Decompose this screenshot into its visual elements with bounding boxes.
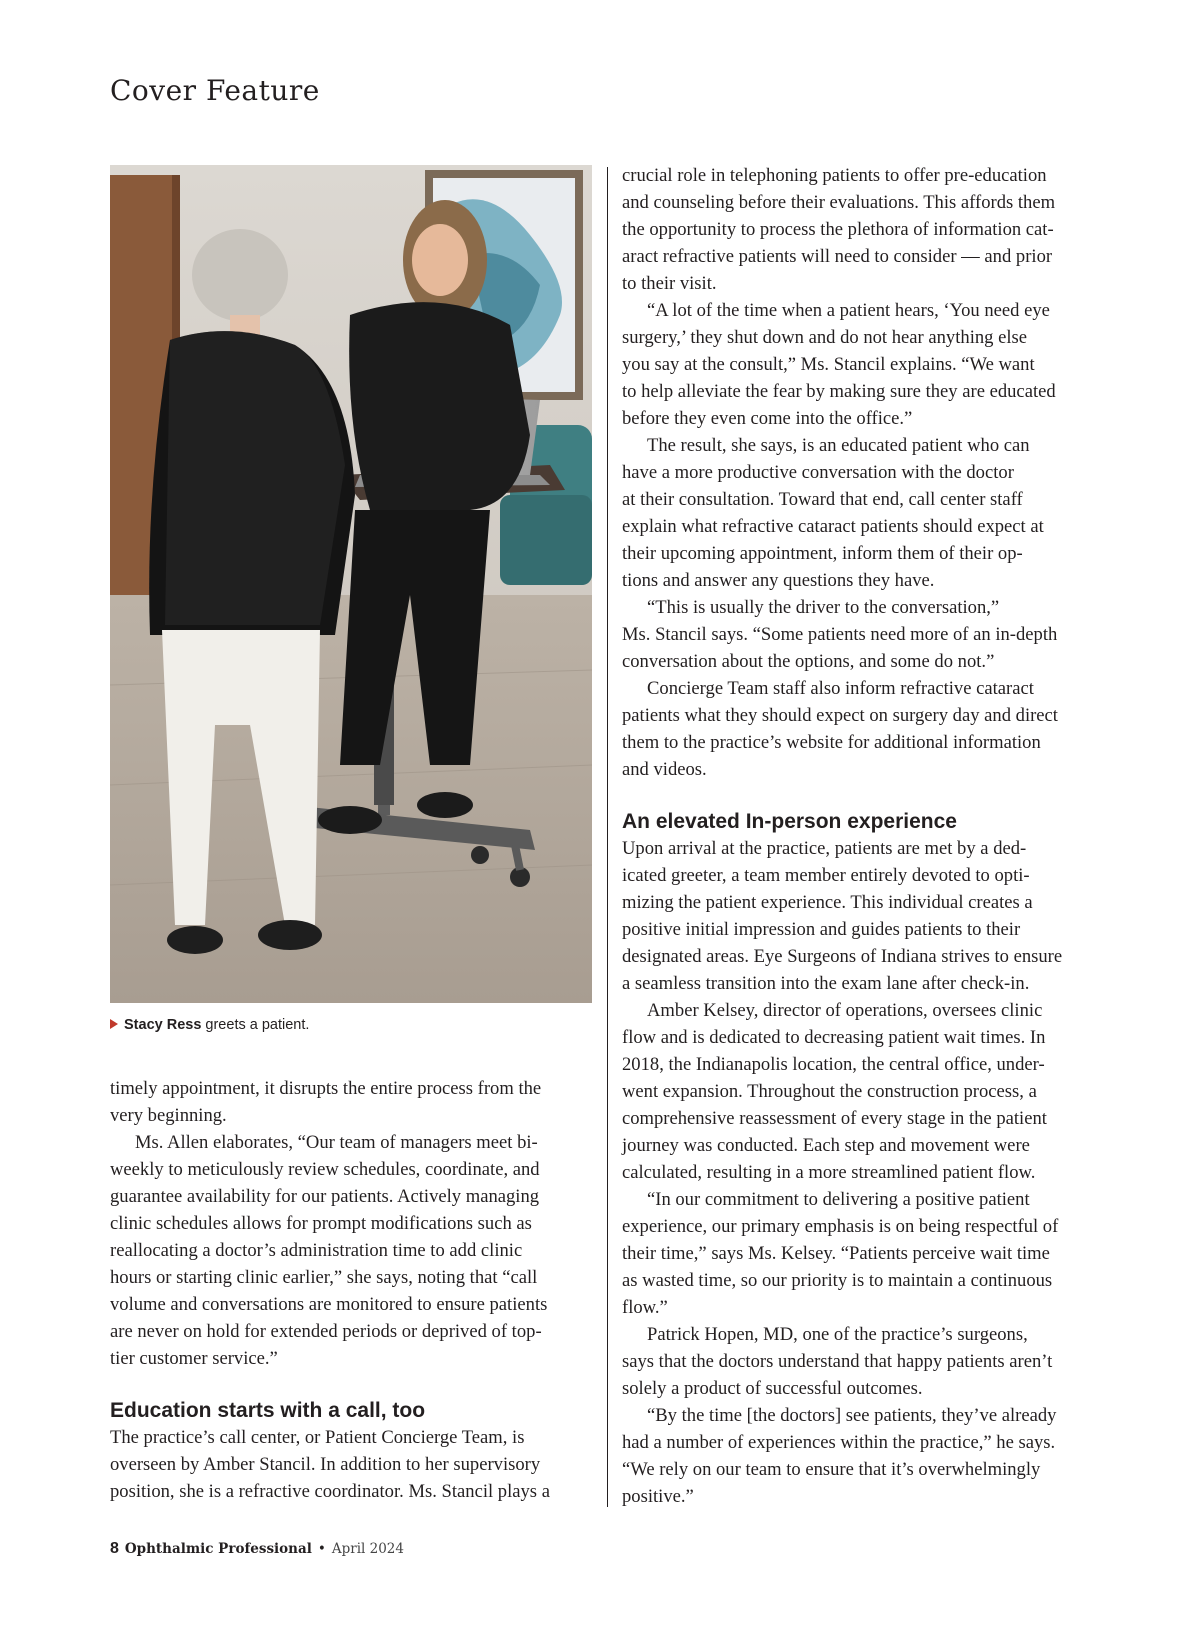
- text-line: at their consultation. Toward that end, call center staff: [622, 489, 1023, 510]
- text-line: The practice’s call center, or Patient Concierge Team, is: [110, 1427, 525, 1448]
- section-heading: An elevated In-person experience: [622, 810, 957, 833]
- text-line: and videos.: [622, 759, 707, 780]
- text-line: to help alleviate the fear by making sure they are educated: [622, 381, 1056, 402]
- page-footer: [110, 1540, 404, 1558]
- text-line: their upcoming appointment, inform them of their op-: [622, 543, 1023, 564]
- text-line: Patrick Hopen, MD, one of the practice’s surgeons,: [647, 1324, 1028, 1345]
- text-line: guarantee availability for our patients. Actively managing: [110, 1186, 540, 1207]
- section-label: Cover Feature: [110, 74, 320, 107]
- text-line: have a more productive conversation with the doctor: [622, 462, 1014, 483]
- text-line: are never on hold for extended periods or deprived of top-: [110, 1321, 542, 1342]
- caption-text: greets a patient.: [201, 1017, 310, 1033]
- text-line: Ms. Stancil says. “Some patients need more of an in-depth: [622, 624, 1058, 645]
- text-line: clinic schedules allows for prompt modifications such as: [110, 1213, 532, 1234]
- footer-separator: •: [317, 1541, 326, 1557]
- text-line: “This is usually the driver to the conversation,”: [647, 597, 1000, 618]
- issue-date: April 2024: [331, 1541, 404, 1557]
- text-line: to their visit.: [622, 273, 717, 294]
- text-line: flow and is dedicated to decreasing patient wait times. In: [622, 1027, 1046, 1048]
- text-line: you say at the consult,” Ms. Stancil explains. “We want: [622, 354, 1035, 375]
- text-line: a seamless transition into the exam lane after check-in.: [622, 973, 1030, 994]
- text-line: the opportunity to process the plethora of information cat-: [622, 219, 1054, 240]
- column-divider: [607, 167, 608, 1507]
- text-line: and counseling before their evaluations. This affords them: [622, 192, 1056, 213]
- paragraph-gap: [622, 783, 1106, 808]
- text-line: positive.”: [622, 1486, 694, 1507]
- text-line: before they even come into the office.”: [622, 408, 913, 429]
- text-line: “A lot of the time when a patient hears, ‘You need eye: [647, 300, 1050, 321]
- text-line: says that the doctors understand that happy patients aren’t: [622, 1351, 1053, 1372]
- text-line: timely appointment, it disrupts the entire process from the: [110, 1078, 542, 1099]
- text-line: overseen by Amber Stancil. In addition to her supervisory: [110, 1454, 541, 1475]
- text-line: volume and conversations are monitored to ensure patients: [110, 1294, 548, 1315]
- text-line: Upon arrival at the practice, patients are met by a ded-: [622, 838, 1027, 859]
- text-line: Concierge Team staff also inform refractive cataract: [647, 678, 1034, 699]
- text-line: tier customer service.”: [110, 1348, 278, 1369]
- text-line: had a number of experiences within the practice,” he says.: [622, 1432, 1056, 1453]
- paragraph-gap: [110, 1372, 594, 1397]
- text-line: went expansion. Throughout the construction process, a: [622, 1081, 1037, 1102]
- text-line: designated areas. Eye Surgeons of Indiana strives to ensure: [622, 946, 1063, 967]
- text-line: The result, she says, is an educated patient who can: [647, 435, 1030, 456]
- text-line: Amber Kelsey, director of operations, oversees clinic: [647, 1000, 1043, 1021]
- text-line: “We rely on our team to ensure that it’s overwhelmingly: [622, 1459, 1041, 1480]
- text-line: weekly to meticulously review schedules, coordinate, and: [110, 1159, 540, 1180]
- text-line: explain what refractive cataract patients should expect at: [622, 516, 1044, 537]
- text-line: journey was conducted. Each step and movement were: [622, 1135, 1030, 1156]
- text-line: icated greeter, a team member entirely devoted to opti-: [622, 865, 1030, 886]
- text-line: position, she is a refractive coordinator. Ms. Stancil plays a: [110, 1481, 550, 1502]
- text-line: aract refractive patients will need to consider — and prior: [622, 246, 1053, 267]
- text-line: 2018, the Indianapolis location, the central office, under-: [622, 1054, 1045, 1075]
- text-line: conversation about the options, and some do not.”: [622, 651, 995, 672]
- caption-marker-icon: [110, 1019, 118, 1029]
- text-line: as wasted time, so our priority is to maintain a continuous: [622, 1270, 1053, 1291]
- text-line: “In our commitment to delivering a positive patient: [647, 1189, 1030, 1210]
- text-line: calculated, resulting in a more streamlined patient flow.: [622, 1162, 1036, 1183]
- text-line: reallocating a doctor’s administration time to add clinic: [110, 1240, 523, 1261]
- text-line: mizing the patient experience. This individual creates a: [622, 892, 1033, 913]
- text-line: crucial role in telephoning patients to offer pre-education: [622, 165, 1047, 186]
- text-line: experience, our primary emphasis is on being respectful of: [622, 1216, 1059, 1237]
- text-line: “By the time [the doctors] see patients, they’ve already: [647, 1405, 1057, 1426]
- text-line: tions and answer any questions they have.: [622, 570, 935, 591]
- text-line: hours or starting clinic earlier,” she says, noting that “call: [110, 1267, 538, 1288]
- text-line: them to the practice’s website for additional information: [622, 732, 1041, 753]
- text-line: positive initial impression and guides patients to their: [622, 919, 1021, 940]
- page-number: 8: [110, 1540, 119, 1557]
- article-photo: [110, 165, 592, 1003]
- text-line: patients what they should expect on surgery day and direct: [622, 705, 1058, 726]
- photo-caption: [110, 1017, 592, 1033]
- text-line: their time,” says Ms. Kelsey. “Patients perceive wait time: [622, 1243, 1050, 1264]
- publication-name: Ophthalmic Professional: [124, 1541, 312, 1557]
- text-line: flow.”: [622, 1297, 668, 1318]
- text-line: surgery,’ they shut down and do not hear anything else: [622, 327, 1028, 348]
- text-line: very beginning.: [110, 1105, 227, 1126]
- right-column: [622, 162, 1106, 1510]
- text-line: comprehensive reassessment of every stage in the patient: [622, 1108, 1047, 1129]
- section-heading: Education starts with a call, too: [110, 1399, 426, 1422]
- text-line: Ms. Allen elaborates, “Our team of managers meet bi-: [135, 1132, 538, 1153]
- left-column: [110, 1075, 594, 1505]
- caption-name: Stacy Ress: [124, 1017, 202, 1033]
- text-line: solely a product of successful outcomes.: [622, 1378, 923, 1399]
